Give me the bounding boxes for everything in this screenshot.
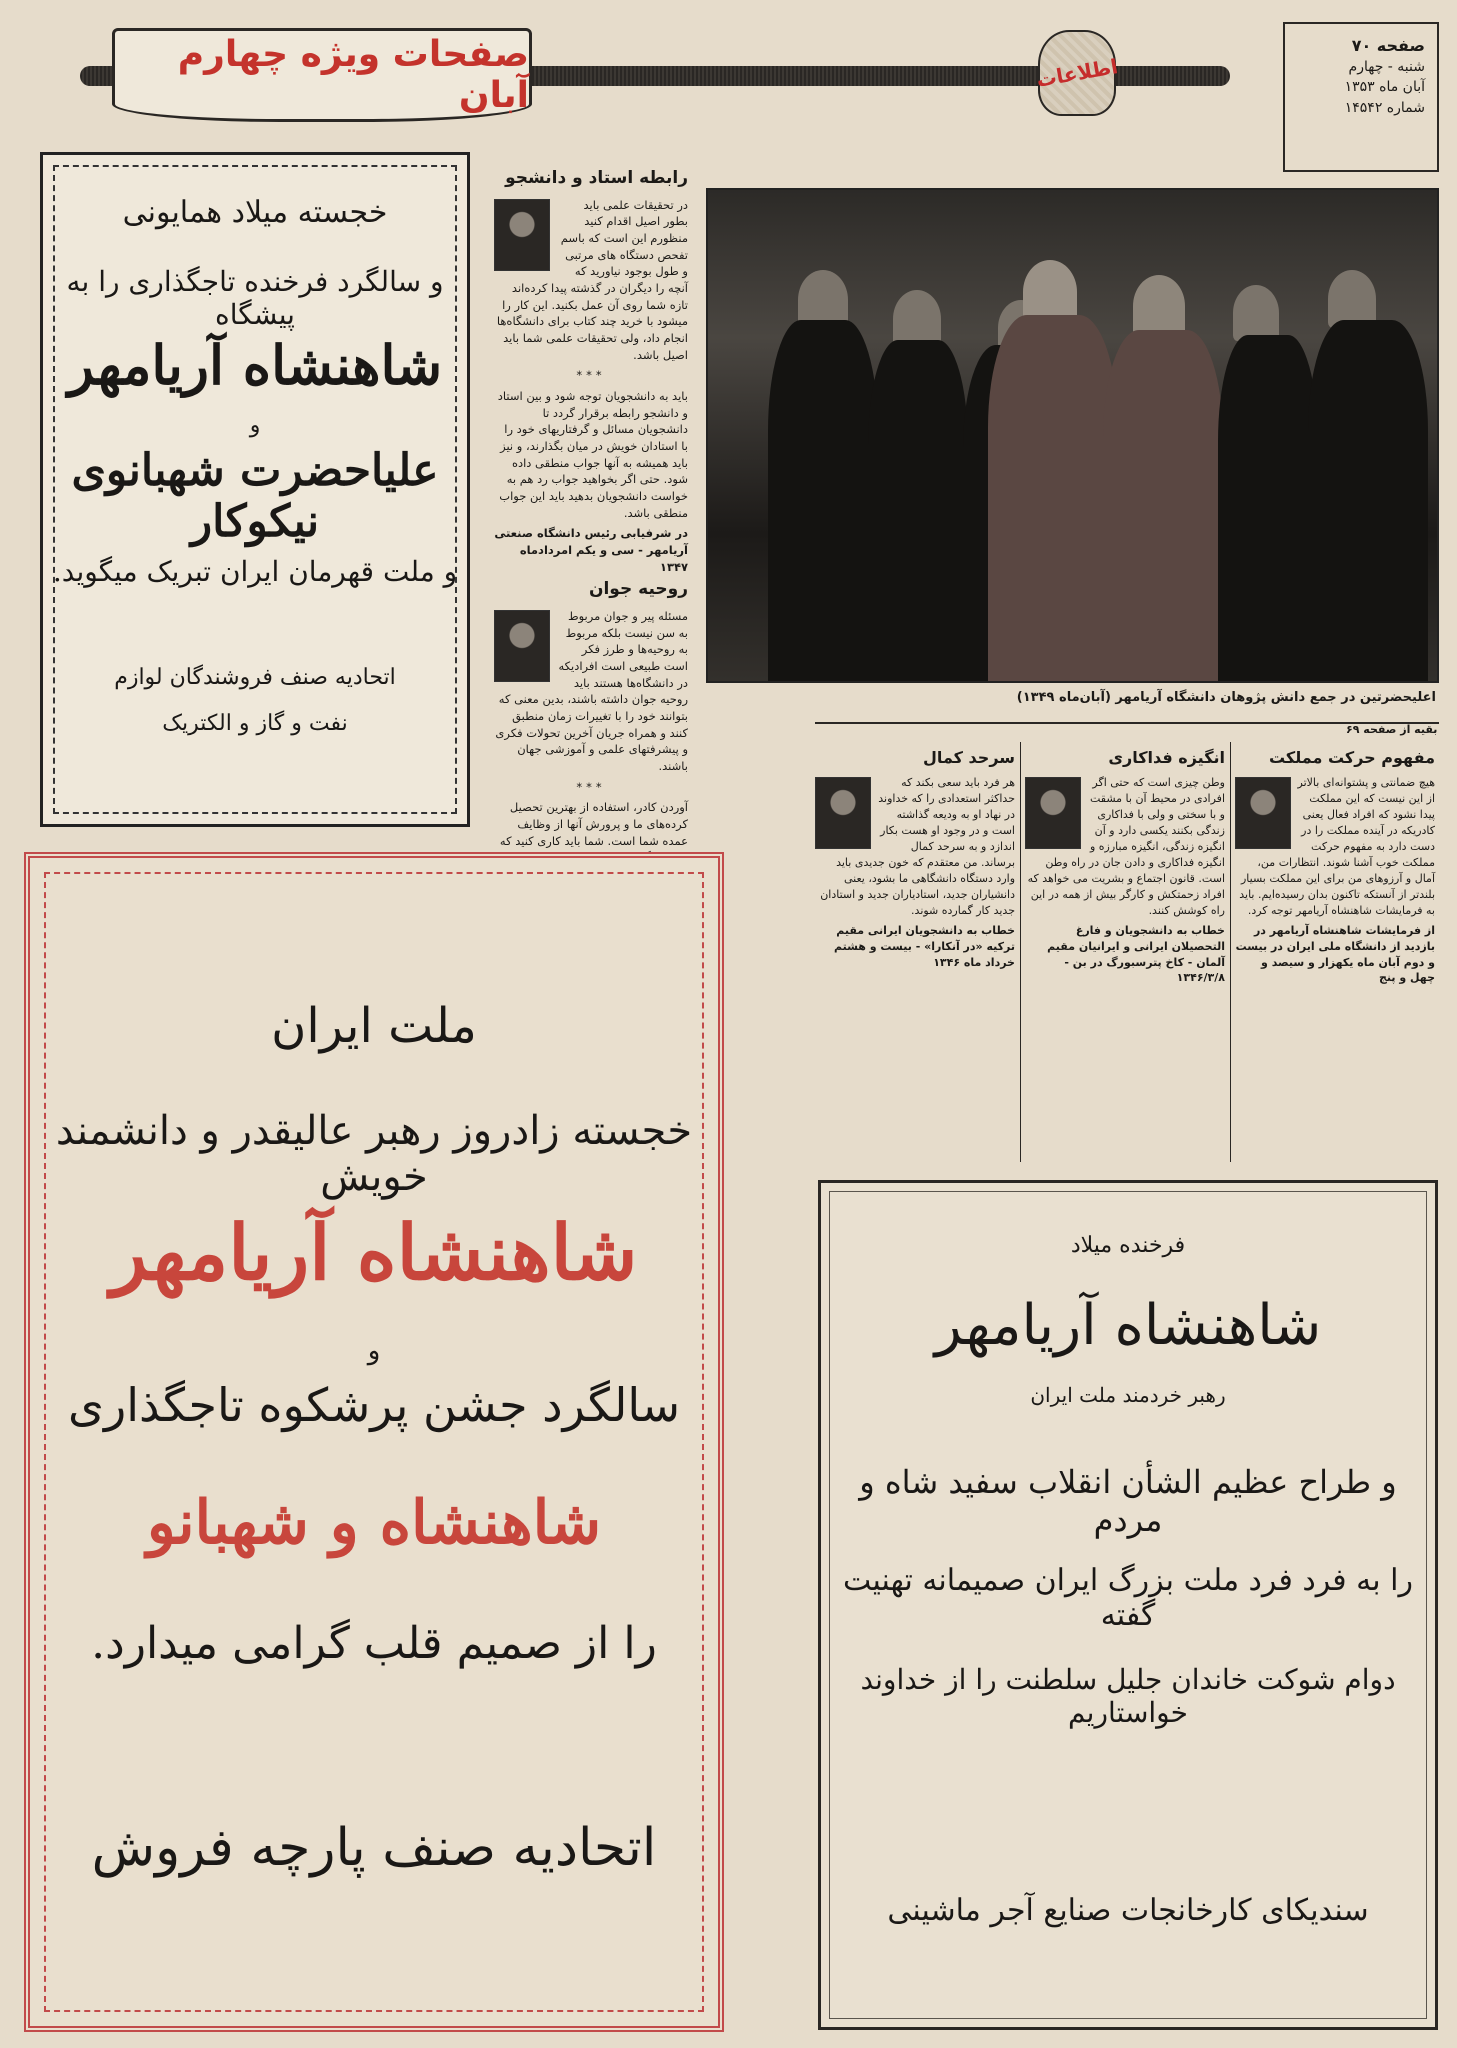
ad3-line4: و طراح عظیم الشأن انقلاب سفید شاه و مردم — [859, 1463, 1397, 1539]
column-title: مفهوم حرکت مملکت — [1268, 748, 1435, 767]
column-perfection — [815, 744, 1015, 1164]
ad3-shah-name: شاهنشاه آریامهر — [934, 1293, 1322, 1358]
ad2-and: و — [367, 1336, 381, 1366]
ad2-signature: اتحادیه صنف پارچه فروش — [91, 1818, 657, 1878]
separator: *** — [576, 779, 606, 794]
portrait-thumbnail — [494, 199, 550, 271]
congratulations-ad-fabric — [24, 852, 724, 2032]
ad2-line1: ملت ایران — [271, 998, 477, 1054]
ad3-line5: را به فرد فرد ملت بزرگ ایران صمیمانه تهنیت گفته — [843, 1563, 1413, 1633]
issue-day: شنبه - چهارم — [1348, 59, 1425, 76]
ad2-shah-name: شاهنشاه آریامهر — [110, 1208, 638, 1297]
issue-number: شماره ۱۴۵۴۲ — [1344, 99, 1425, 116]
ad2-line5: سالگرد جشن پرشکوه تاجگذاری — [68, 1378, 680, 1432]
news-photo — [706, 188, 1439, 683]
column-movement — [1235, 744, 1435, 1164]
quote-columns — [815, 722, 1439, 1162]
ad1-signature-1: اتحادیه صنف فروشندگان لوازم — [114, 665, 396, 690]
section-banner — [112, 28, 532, 122]
column-title: سرحد کمال — [923, 748, 1015, 767]
photo-caption: اعلیحضرتین در جمع دانش پژوهان دانشگاه آریامهر (آبان‌ماه ۱۳۴۹) — [1016, 690, 1436, 705]
ad1-line2: و سالگرد فرخنده تاجگذاری را به پیشگاه — [66, 265, 444, 331]
continued-tag: بقیه از صفحه ۶۹ — [1346, 723, 1438, 736]
ad3-line3: رهبر خردمند ملت ایران — [1030, 1383, 1226, 1407]
newspaper-logo — [1034, 30, 1120, 116]
article-source: در شرفیابی رئیس دانشگاه صنعتی آریامهر - سی و یکم امردادماه ۱۳۴۷ — [494, 526, 688, 574]
ad2-shah-shahbanu: شاهنشاه و شهبانو — [146, 1488, 602, 1558]
ad1-shah-name: شاهنشاه آریامهر — [67, 333, 443, 397]
column-sacrifice — [1025, 744, 1225, 1164]
issue-date: آبان ماه ۱۳۵۳ — [1344, 79, 1425, 96]
congratulations-ad-oil-gas — [40, 152, 470, 827]
column-source: از فرمایشات شاهنشاه آریامهر در بازدید از دانشگاه ملی ایران در بیست و دوم آبان ماه یکهزار و سیصد و چهل و پنج — [1235, 923, 1435, 985]
portrait-thumbnail — [815, 777, 871, 849]
article-paragraph: در تحقیقات علمی باید بطور اصیل اقدام کنید منظورم این است که باسم تفحص دستگاه های مرتبی و طول بوجود نیاورید که آنچه را دیگران در گذشته پیدا کرده‌اند تازه شما روی آن عمل بکنید. این کار را میشود با خرید چند کتاب برای دانشگاه‌ها انجام داد، ولی تحقیقات علمی شما باید اصیل باشد. — [496, 197, 688, 362]
article-subtitle: روحیه جوان — [588, 579, 688, 600]
issue-info-box — [1283, 22, 1439, 172]
portrait-thumbnail — [494, 610, 550, 682]
page-number: صفحه ۷۰ — [1351, 36, 1425, 55]
ad1-signature-2: نفت و گاز و الکتریک — [162, 711, 348, 736]
ad3-line6: دوام شوکت خاندان جلیل سلطنت را از خداوند خواستاریم — [860, 1663, 1396, 1729]
ad3-signature: سندیکای کارخانجات صنایع آجر ماشینی — [887, 1893, 1369, 1928]
congratulations-ad-brick — [818, 1180, 1438, 2030]
column-text: هر فرد باید سعی بکند که حداکثر استعدادی را که خداوند در نهاد او به ودیعه گذاشته است و در وجود او هست بکار اندازد و به سرحد کمال برساند. من معتقدم که خون جدیدی باید وارد دستگاه دانشگاهی ما بشود، یعنی دانشیاران جدید، استادیاران جدید و استادان جدید کار گمارده شوند. — [820, 776, 1015, 917]
column-title: انگیزه فداکاری — [1108, 748, 1225, 767]
ad2-line7: را از صمیم قلب گرامی میدارد. — [91, 1618, 657, 1669]
ad3-line1: فرخنده میلاد — [1070, 1233, 1186, 1258]
portrait-thumbnail — [1025, 777, 1081, 849]
portrait-thumbnail — [1235, 777, 1291, 849]
column-source: خطاب به دانشجویان ایرانی مقیم ترکیه «در آنکارا» - بیست و هشتم خرداد ماه ۱۳۴۶ — [833, 923, 1015, 969]
column-text: وطن چیزی است که حتی اگر افرادی در محیط آن با مشقت و با سختی و ولی با فداکاری زندگی بکنند یکسی دارد و آن انگیزه زندگی، انگیزه مبارزه و انگیزه فداکاری و دادن جان در راه وطن است. قانون اجتماع و بشریت می خواهد که افراد زحمتکش و کارگر بیش از همه در این راه کوشش کنند. — [1027, 776, 1225, 917]
ad1-shahbanu-name: علیاحضرت شهبانوی نیکوکار — [71, 445, 439, 547]
ad1-and: و — [249, 413, 261, 438]
article-title: رابطه استاد و دانشجو — [505, 168, 688, 188]
article-paragraph: مسئله پیر و جوان مربوط به سن نیست بلکه مربوط به روحیه‌ها و طرز فکر است طبیعی است افرادیکه در دانشگاه‌ها هستند باید روحیه جوان داشته باشند، بدین معنی که بتوانند خود را با تغییرات زمان منطبق کنند و همراه جریان آخرین تحولات فکری و پیشرفتهای علمی و آموزشی جهان باشند. — [495, 609, 688, 774]
logo-text: اطلاعات — [1034, 54, 1120, 92]
article-paragraph: آوردن کادر، استفاده از بهترین تحصیل کرده‌های ما و پرورش آنها از وظایف عمده شما است. شما باید کاری کنید که — [499, 800, 688, 848]
article-paragraph: باید به دانشجویان توجه شود و بین استاد و دانشجو رابطه برقرار گردد تا دانشجویان مسائل و گرفتاریهای خود را با استادان خویش در میان بگذارند، و نیز باید همیشه به آنها جواب منطقی داده شود. حتی اگر بخواهید جواب رد هم به خواست دانشجویان بدهید باید این جواب منطقی باشد. — [497, 389, 688, 520]
banner-title: صفحات ویژه چهارم آبان — [177, 34, 529, 116]
ad1-line6: و ملت قهرمان ایران تبریک میگوید. — [52, 555, 458, 588]
ad1-line1: خجسته میلاد همایونی — [122, 195, 388, 230]
article-teacher-student — [488, 160, 694, 848]
column-text: هیچ ضمانتی و پشتوانه‌ای بالاتر از این نیست که این مملکت پیدا نشود که افراد فعال یعنی کادریکه در آینده مملکت را در دست دارد به مفهوم حرکت مملکت خوب آشنا شوند. انتظارات من، آمال و آرزوهای من برای این مملکت بسیار بلندتر از آنستکه تاکنون بدان رسیده‌ایم. باید به فرمایشات شاهنشاه آریامهر توجه کرد. — [1239, 776, 1435, 917]
column-source: خطاب به دانشجویان و فارغ التحصیلان ایرانی و ایرانیان مقیم آلمان - کاخ پترسبورگ در بن - ۱۳۴۶/۳/۸ — [1047, 923, 1225, 985]
separator: *** — [576, 368, 606, 383]
ad2-line2: خجسته زادروز رهبر عالیقدر و دانشمند خویش — [55, 1108, 693, 1200]
